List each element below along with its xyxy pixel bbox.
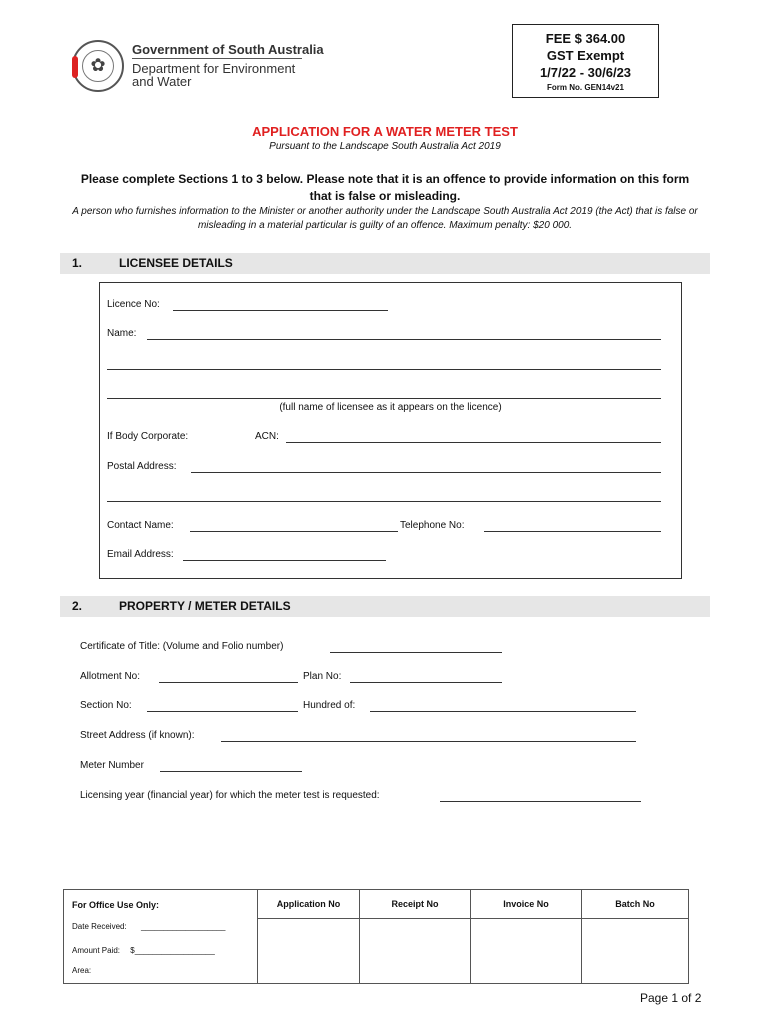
meter-number-label: Meter Number (80, 760, 144, 771)
telephone-label: Telephone No: (400, 520, 465, 531)
postal-address-label: Postal Address: (107, 461, 177, 472)
fee-period: 1/7/22 - 30/6/23 (539, 65, 632, 80)
receipt-no-cell[interactable] (360, 890, 471, 984)
contact-name-label: Contact Name: (107, 520, 174, 531)
section-1-header: 1. LICENSEE DETAILS (60, 253, 710, 274)
application-no-cell[interactable] (258, 890, 360, 984)
section-2-header: 2. PROPERTY / METER DETAILS (60, 596, 710, 617)
page-title: APPLICATION FOR A WATER METER TEST (252, 124, 518, 139)
office-use-cell (64, 890, 258, 984)
amount-paid-field[interactable]: $__________________ (130, 946, 215, 955)
name-field-line-3[interactable] (107, 398, 661, 399)
area-label: Area: (72, 966, 92, 975)
certificate-label: Certificate of Title: (Volume and Folio number) (80, 641, 284, 652)
gst-status: GST Exempt (546, 48, 625, 63)
page-number: Page 1 of 2 (640, 991, 702, 1005)
form-number: Form No. GEN14v21 (547, 83, 624, 92)
email-label: Email Address: (107, 549, 174, 560)
government-name: Government of South Australia (132, 42, 324, 57)
licence-no-label: Licence No: (107, 299, 160, 310)
hundred-label: Hundred of: (303, 700, 356, 711)
telephone-field[interactable] (484, 531, 661, 532)
allotment-field[interactable] (159, 682, 298, 683)
date-received-field[interactable]: ___________________ (140, 922, 226, 931)
certificate-field[interactable] (330, 652, 502, 653)
section-no-label: Section No: (80, 700, 132, 711)
receipt-no-header: Receipt No (391, 899, 439, 909)
hundred-field[interactable] (370, 711, 636, 712)
licence-no-field[interactable] (173, 310, 388, 311)
penalty-warning: A person who furnishes information to the Minister or another authority under the Landscape South Australia Act 2019 (the Act) that is false or misleading in a material particular is guilty of an offence. Maximum penalty: $20 000. (72, 206, 698, 231)
postal-address-field[interactable] (191, 472, 661, 473)
acn-label: ACN: (255, 431, 279, 442)
date-received-label: Date Received: (72, 922, 127, 931)
batch-no-cell[interactable] (582, 890, 689, 984)
contact-name-field[interactable] (190, 531, 398, 532)
application-no-header: Application No (276, 899, 341, 909)
office-use-table (63, 889, 689, 984)
instructions: Please complete Sections 1 to 3 below. Please note that it is an offence to provide information on this form that is false or misleading. (80, 172, 690, 203)
acn-field[interactable] (286, 442, 661, 443)
amount-paid-label: Amount Paid: (72, 946, 121, 955)
street-address-field[interactable] (221, 741, 636, 742)
invoice-no-header: Invoice No (503, 899, 549, 909)
office-table-header-rule (257, 918, 689, 919)
office-use-heading: For Office Use Only: (72, 900, 160, 910)
name-field-line-2[interactable] (107, 369, 661, 370)
section-no-field[interactable] (147, 711, 298, 712)
name-field[interactable] (147, 339, 661, 340)
plan-label: Plan No: (303, 671, 342, 682)
meter-number-field[interactable] (160, 771, 302, 772)
page-subtitle: Pursuant to the Landscape South Australia Act 2019 (269, 141, 501, 152)
name-label: Name: (107, 328, 137, 339)
fee-box (512, 24, 659, 98)
body-corporate-label: If Body Corporate: (107, 431, 189, 442)
header-divider (132, 58, 302, 59)
email-field[interactable] (183, 560, 386, 561)
invoice-no-cell[interactable] (471, 890, 582, 984)
government-seal-icon: ✿ (72, 40, 124, 92)
licensing-year-label: Licensing year (financial year) for which the meter test is requested: (80, 790, 380, 801)
date-received-row (72, 922, 225, 931)
batch-no-header: Batch No (615, 899, 655, 909)
name-note: (full name of licensee as it appears on the licence) (279, 402, 502, 413)
postal-address-field-line-2[interactable] (107, 501, 661, 502)
allotment-label: Allotment No: (80, 671, 141, 682)
fee-amount: FEE $ 364.00 (545, 31, 626, 46)
plan-field[interactable] (350, 682, 502, 683)
department-name: Department for Environment and Water (132, 61, 296, 89)
amount-paid-row (72, 946, 215, 955)
licensing-year-field[interactable] (440, 801, 641, 802)
street-address-label: Street Address (if known): (80, 730, 195, 741)
